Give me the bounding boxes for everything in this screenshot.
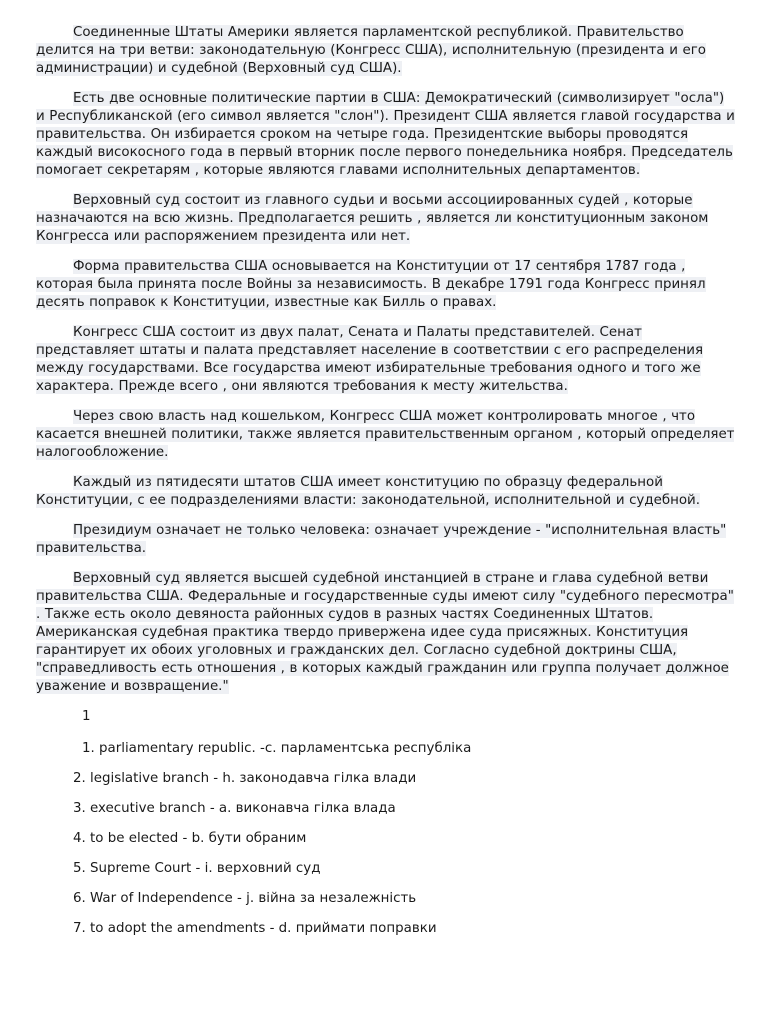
paragraph-text: Конгресс США состоит из двух палат, Сената и Палаты представителей. Сенат представляет штаты и палата представляет население в соответствии с его распределения между государствами. Все государства имеют избирательные требования одного и того же характера. Прежде всего , они являются требования к месту жительства. <box>36 325 704 394</box>
paragraph-text: Есть две основные политические партии в США: Демократический (символизирует "осла") и Республиканской (его символ является "слон"). Президент США является главой государства и правительства. Он избирается сроком на четыре года. Президентские выборы проводятся каждый високосного года в первый вторник после первого понедельника ноября. Председатель помогает секретарям , которые являются главами исполнительных департаментов. <box>36 91 735 178</box>
vocabulary-item: 2. legislative branch - h. законодавча гілка влади <box>73 771 417 786</box>
paragraph <box>36 258 736 312</box>
vocabulary-item: 1. parliamentary republic. -c. парламентська республіка <box>82 741 472 756</box>
vocabulary-item: 6. War of Independence - j. війна за незалежність <box>73 891 417 906</box>
document-page <box>36 24 736 950</box>
paragraph-text: Президиум означает не только человека: означает учреждение - "исполнительная власть" правительства. <box>36 523 727 556</box>
paragraph-text: Каждый из пятидесяти штатов США имеет конституцию по образцу федеральной Конституции, с ее подразделениями власти: законодательной, исполнительной и судебной. <box>36 475 701 508</box>
paragraph <box>36 90 736 180</box>
vocabulary-item: 7. to adopt the amendments - d. приймати поправки <box>73 921 437 936</box>
paragraph <box>36 24 736 78</box>
vocabulary-item: 5. Supreme Court - i. верховний суд <box>73 861 321 876</box>
paragraph-text: Соединенные Штаты Америки является парламентской республикой. Правительство делится на три ветви: законодательную (Конгресс США), исполнительную (президента и его администрации) и судебной (Верховный суд США). <box>36 25 706 76</box>
paragraph-text: Верховный суд состоит из главного судьи и восьми ассоциированных судей , которые назначаются на всю жизнь. Предполагается решить , является ли конституционным законом Конгресса или распоряжением президента или нет. <box>36 193 709 244</box>
paragraph <box>36 522 736 558</box>
vocabulary-item: 4. to be elected - b. бути обраним <box>73 831 307 846</box>
paragraph <box>36 570 736 696</box>
paragraph <box>36 324 736 396</box>
paragraph <box>36 408 736 462</box>
paragraph-text: Форма правительства США основывается на Конституции от 17 сентября 1787 года , которая была принята после Войны за независимость. В декабре 1791 года Конгресс принял десять поправок к Конституции, известные как Билль о правах. <box>36 259 706 310</box>
vocabulary-item: 3. executive branch - a. виконавча гілка влада <box>73 801 396 816</box>
paragraph <box>36 474 736 510</box>
paragraph-text: Верховный суд является высшей судебной инстанцией в стране и глава судебной ветви правительства США. Федеральные и государственные суды имеют силу "судебного пересмотра" . Также есть около девяноста районных судов в разных частях Соединенных Штатов. Американская судебная практика твердо привержена идее суда присяжных. Конституция гарантирует их обоих уголовных и гражданских дел. Согласно судебной доктрины США, "справедливость есть отношения , в которых каждый гражданин или группа получает должное уважение и возвращение." <box>36 571 734 694</box>
section-number: 1 <box>82 709 91 724</box>
paragraph <box>36 192 736 246</box>
paragraph-text: Через свою власть над кошельком, Конгресс США может контролировать многое , что касается внешней политики, также является правительственным органом , который определяет налогообложение. <box>36 409 735 460</box>
vocabulary-list <box>36 740 736 938</box>
